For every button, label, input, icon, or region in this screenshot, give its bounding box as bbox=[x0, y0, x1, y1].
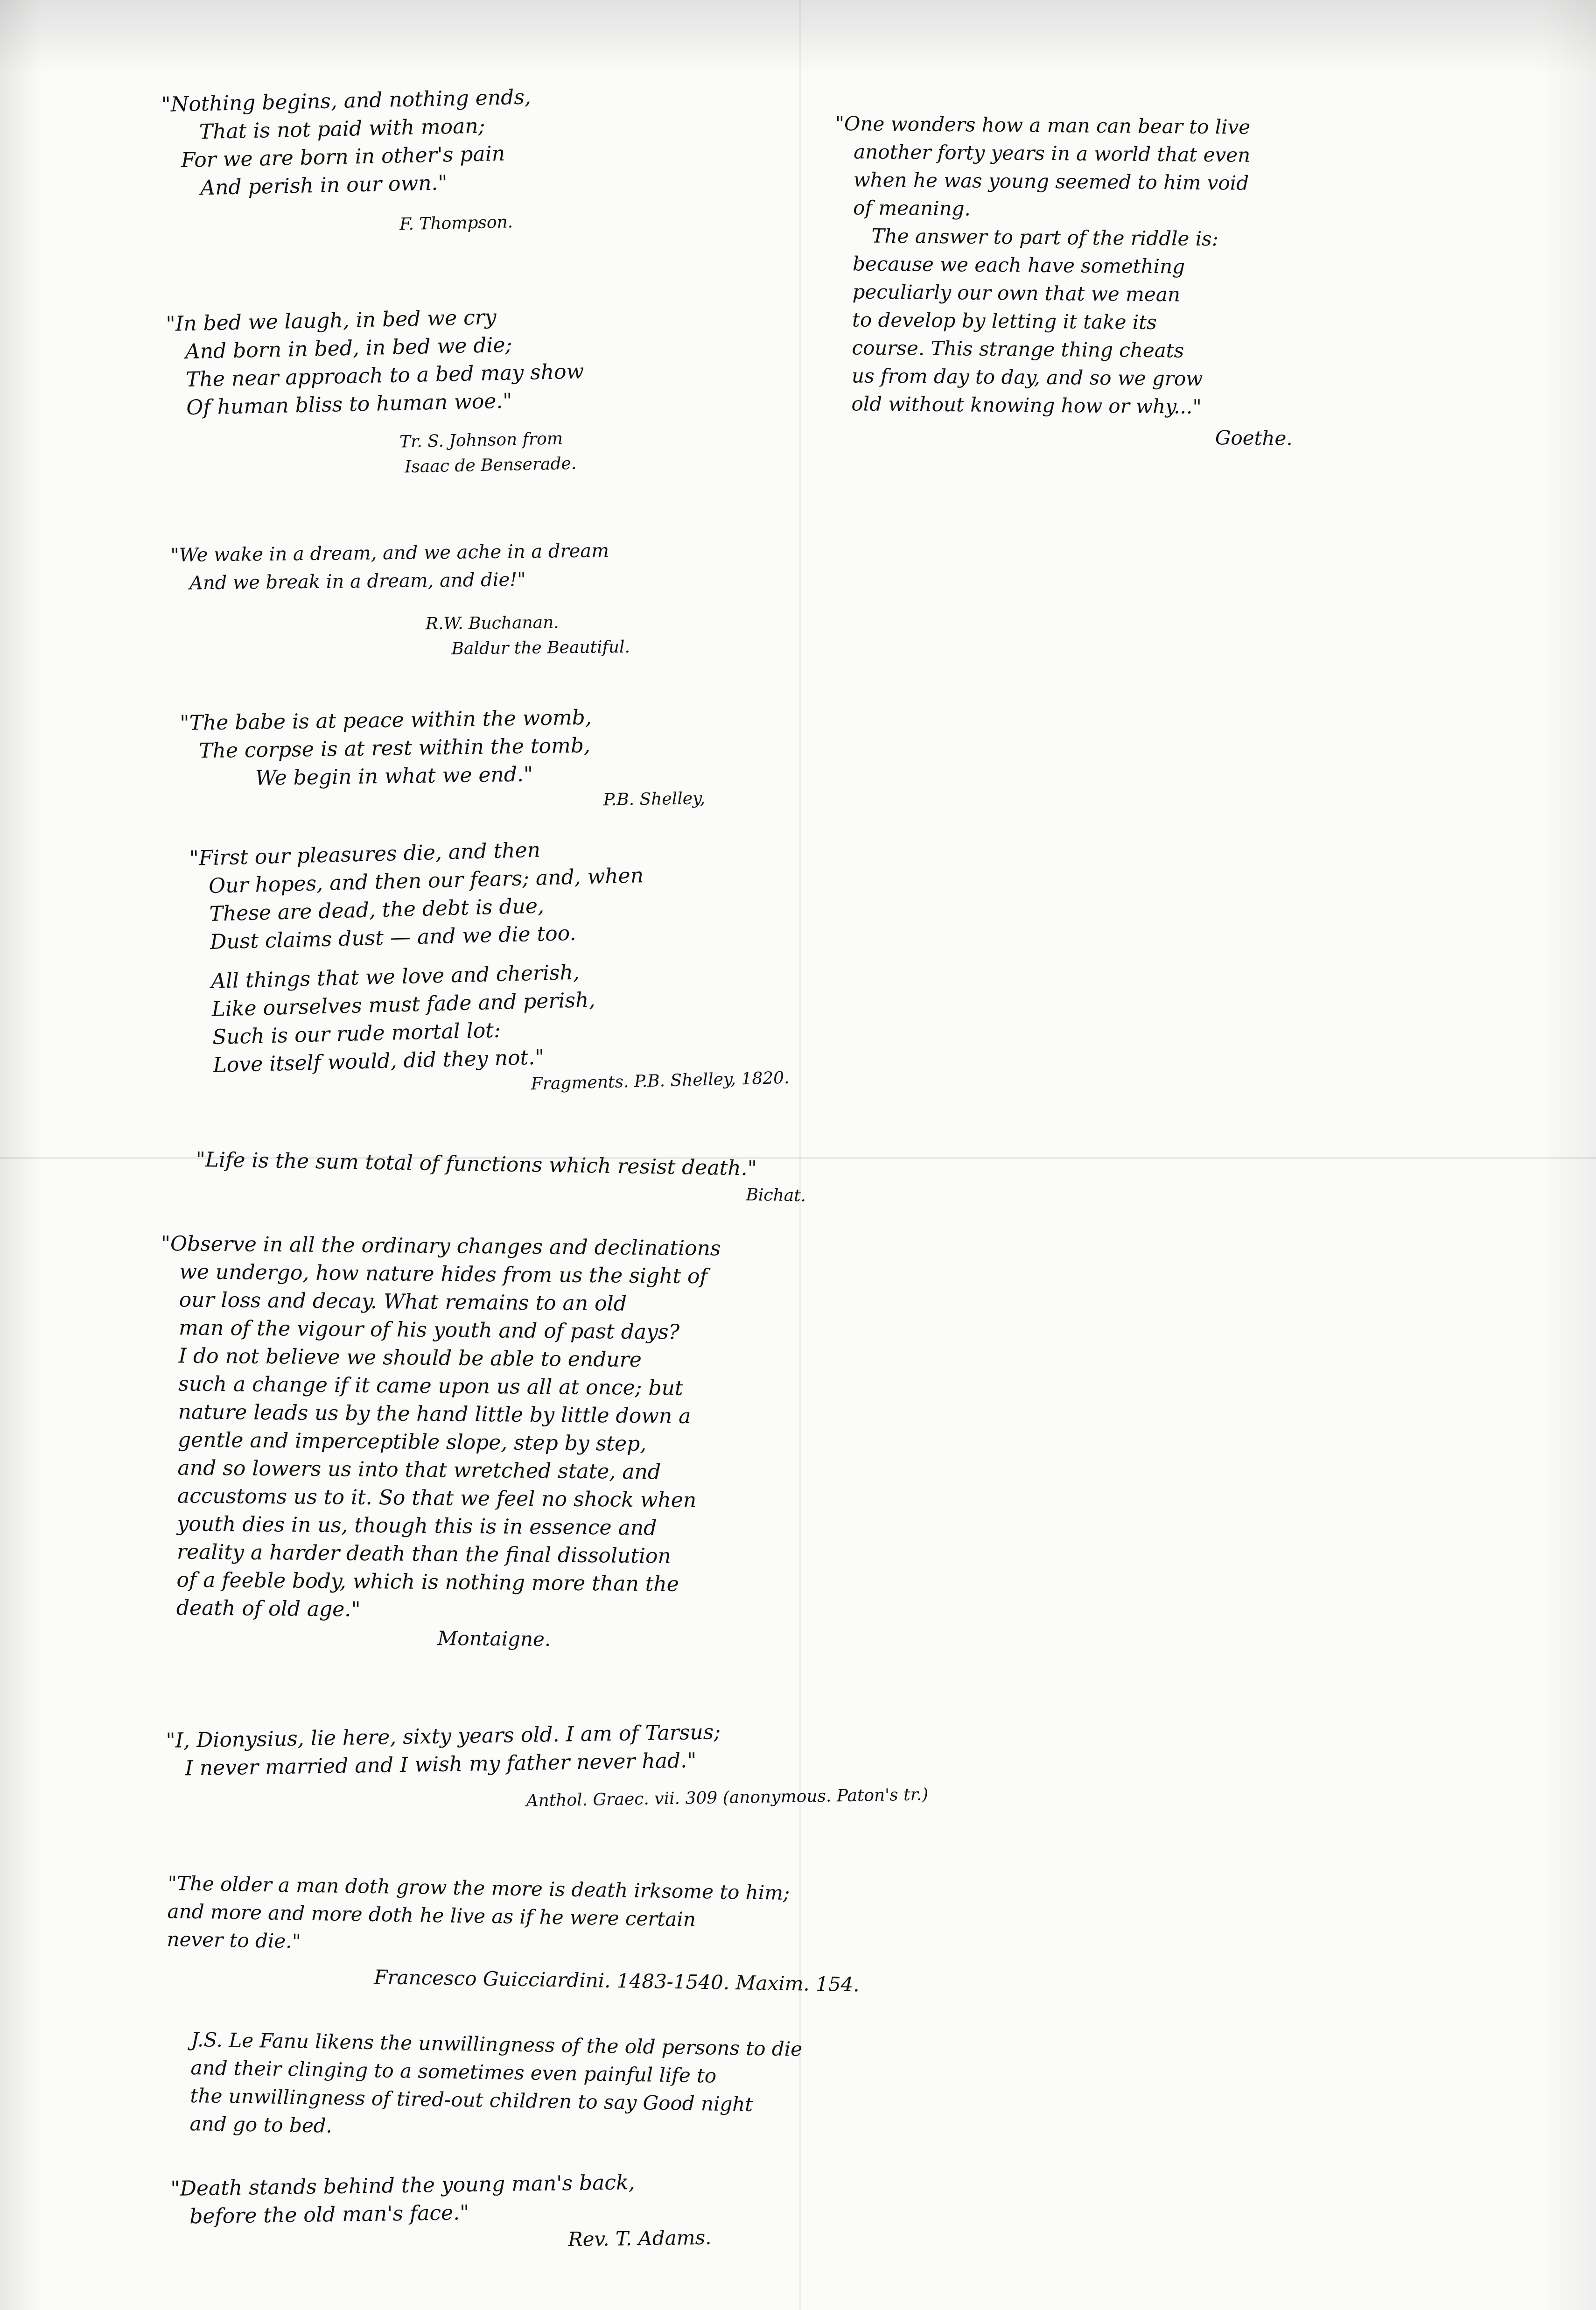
quote-line: We begin in what we end." bbox=[255, 762, 533, 790]
quote-line: The corpse is at rest within the tomb, bbox=[198, 733, 591, 763]
quote-line: accustoms us to it. So that we feel no shock when bbox=[177, 1484, 697, 1513]
quote-goethe bbox=[833, 110, 1295, 453]
quote-line: "The babe is at peace within the womb, bbox=[180, 705, 592, 735]
quote-line: "The older a man doth grow the more is death irksome to him; bbox=[168, 1871, 790, 1904]
quote-attribution: Rev. T. Adams. bbox=[567, 2226, 712, 2251]
quote-line: to develop by letting it take its bbox=[852, 308, 1157, 334]
note-line: and go to bed. bbox=[189, 2112, 333, 2137]
quote-line: reality a harder death than the final dissolution bbox=[176, 1540, 672, 1568]
quote-line: and more and more doth he live as if he were certain bbox=[167, 1899, 696, 1931]
quote-line: when he was young seemed to him void bbox=[853, 168, 1249, 195]
quote-line: And perish in our own." bbox=[200, 171, 448, 200]
quote-attribution: Francesco Guicciardini. 1483-1540. Maxim. 154. bbox=[374, 1965, 860, 1996]
quote-line: Our hopes, and then our fears; and, when bbox=[208, 864, 644, 898]
quote-line: man of the vigour of his youth and of past days? bbox=[178, 1316, 680, 1344]
quote-line: These are dead, the debt is due, bbox=[209, 894, 545, 926]
quote-line: of meaning. bbox=[853, 196, 971, 220]
note-line: the unwillingness of tired-out children to say Good night bbox=[190, 2084, 753, 2116]
quote-thompson bbox=[161, 83, 534, 242]
quote-line: "Death stands behind the young man's back, bbox=[170, 2170, 635, 2201]
quote-johnson-benserade bbox=[166, 302, 586, 485]
quote-line: The near approach to a bed may show bbox=[185, 359, 584, 392]
quote-line: That is not paid with moan; bbox=[199, 114, 485, 144]
quote-buchanan bbox=[170, 537, 630, 665]
quote-line: such a change if it came upon us all at once; but bbox=[178, 1372, 683, 1400]
note-line: and their clinging to a sometimes even painful life to bbox=[190, 2056, 717, 2087]
paper-edge-shadow-top bbox=[0, 0, 1596, 75]
quote-adams bbox=[170, 2168, 712, 2259]
quote-line: never to die." bbox=[167, 1927, 301, 1953]
quote-line: our loss and decay. What remains to an old bbox=[179, 1288, 627, 1316]
quote-line: And we break in a dream, and die!" bbox=[189, 569, 526, 594]
quote-line: For we are born in other's pain bbox=[181, 141, 505, 173]
quote-line: Dust claims dust — and we die too. bbox=[210, 921, 576, 954]
quote-guicciardini bbox=[166, 1869, 861, 1999]
quote-attribution: R.W. Buchanan. bbox=[425, 613, 559, 634]
paper-edge-shadow-left bbox=[0, 0, 42, 2310]
quote-dionysius bbox=[166, 1715, 929, 1819]
quote-line: "I, Dionysius, lie here, sixty years old. I am of Tarsus; bbox=[166, 1720, 721, 1753]
quote-line: course. This strange thing cheats bbox=[852, 336, 1184, 362]
quote-line: "First our pleasures die, and then bbox=[189, 838, 541, 871]
note-le-fanu bbox=[189, 2026, 802, 2148]
quote-line: peculiarly our own that we mean bbox=[852, 280, 1181, 306]
quote-line: nature leads us by the hand little by little down a bbox=[178, 1400, 691, 1428]
quote-attribution: F. Thompson. bbox=[399, 212, 513, 234]
quote-attribution: Bichat. bbox=[746, 1185, 806, 1206]
quote-attribution: Isaac de Benserade. bbox=[404, 454, 577, 477]
paper-edge-shadow-right bbox=[1540, 0, 1596, 2310]
quote-attribution: Fragments. P.B. Shelley, 1820. bbox=[531, 1068, 790, 1094]
quote-line: And born in bed, in bed we die; bbox=[185, 333, 512, 364]
quote-line: "In bed we laugh, in bed we cry bbox=[166, 305, 497, 336]
quote-line: death of old age." bbox=[176, 1596, 361, 1622]
quote-line: Like ourselves must fade and perish, bbox=[211, 988, 595, 1021]
quote-line: I do not believe we should be able to endure bbox=[178, 1344, 642, 1372]
quote-shelley-fragments bbox=[189, 830, 790, 1105]
quote-shelley-babe bbox=[180, 702, 705, 819]
quote-line: All things that we love and cherish, bbox=[210, 960, 580, 993]
quote-line: because we each have something bbox=[852, 252, 1185, 278]
quote-line: us from day to day, and so we grow bbox=[851, 364, 1203, 390]
quote-attribution: Tr. S. Johnson from bbox=[399, 429, 563, 452]
quote-line: "One wonders how a man can bear to live bbox=[835, 112, 1251, 139]
quote-line: The answer to part of the riddle is: bbox=[871, 224, 1219, 251]
quote-line: Of human bliss to human woe." bbox=[186, 389, 513, 420]
quote-line: youth dies in us, though this is in essence and bbox=[177, 1512, 657, 1540]
quote-line: we undergo, how nature hides from us the sight of bbox=[179, 1260, 708, 1289]
quote-line: of a feeble body, which is nothing more than the bbox=[176, 1568, 679, 1596]
quote-attribution: Goethe. bbox=[1215, 426, 1293, 450]
quote-line: "Life is the sum total of functions which resist death." bbox=[196, 1147, 757, 1180]
quote-attribution: P.B. Shelley, bbox=[603, 789, 706, 810]
quote-line: "We wake in a dream, and we ache in a dream bbox=[170, 540, 609, 566]
quote-line: I never married and I wish my father never had." bbox=[185, 1748, 697, 1781]
quote-line: old without knowing how or why..." bbox=[851, 392, 1202, 418]
quote-line: Love itself would, did they not." bbox=[212, 1045, 545, 1077]
quote-line: and so lowers us into that wretched state, and bbox=[177, 1456, 661, 1484]
quote-attribution: Montaigne. bbox=[437, 1627, 551, 1651]
quote-montaigne bbox=[157, 1230, 721, 1655]
quote-line: "Observe in all the ordinary changes and declinations bbox=[161, 1231, 721, 1261]
quote-line: Such is our rude mortal lot: bbox=[212, 1018, 501, 1049]
quote-line: before the old man's face." bbox=[189, 2201, 469, 2229]
quote-line: "Nothing begins, and nothing ends, bbox=[161, 85, 532, 117]
quote-line: another forty years in a world that even bbox=[854, 140, 1251, 167]
quote-bichat bbox=[195, 1146, 806, 1209]
quote-attribution: Anthol. Graec. vii. 309 (anonymous. Paton's tr.) bbox=[526, 1785, 929, 1811]
quote-attribution: Baldur the Beautiful. bbox=[451, 637, 630, 659]
note-line: J.S. Le Fanu likens the unwillingness of the old persons to die bbox=[191, 2028, 803, 2061]
quote-line: gentle and imperceptible slope, step by step, bbox=[177, 1428, 647, 1456]
